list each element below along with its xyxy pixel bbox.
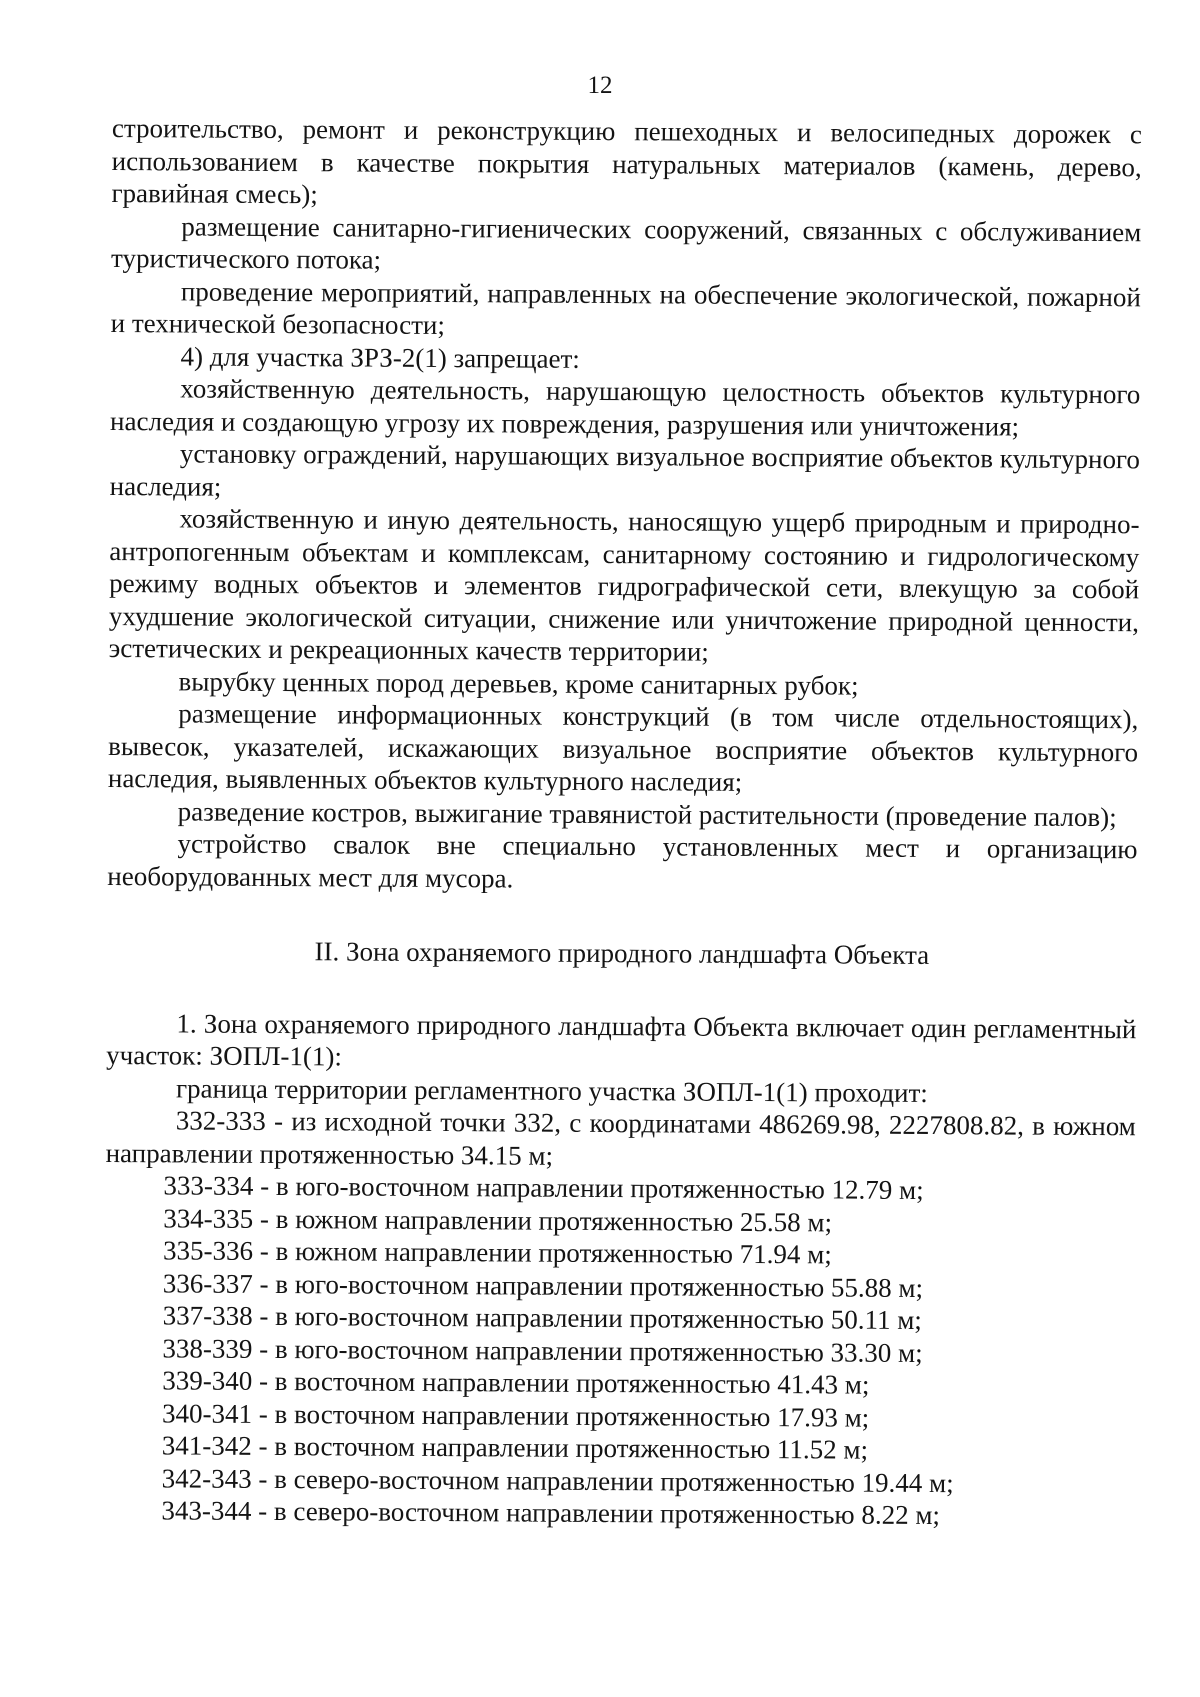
boundary-segment: 336-337 - в юго-восточном направлении протяженностью 55.88 м; [162,1267,924,1303]
paragraph: разведение костров, выжигание травянистой растительности (проведение палов); [177,795,1117,832]
section-heading: II. Зона охраняемого природного ландшафта Объекта [314,936,930,971]
page-number: 12 [587,72,613,99]
paragraph: 4) для участка ЗРЗ-2(1) запрещает: [180,340,580,374]
paragraph: 332-333 - из исходной точки 332, с координатами 486269.98, 2227808.82, в южном направлении протяженностью 34.15 м; [105,1105,1136,1171]
boundary-segment: 335-336 - в южном направлении протяженностью 71.94 м; [162,1235,832,1270]
document-body [103,112,1142,1533]
boundary-segment: 333-334 - в юго-восточном направлении протяженностью 12.79 м; [163,1170,924,1205]
boundary-segment: 341-342 - в восточном направлении протяженностью 11.52 м; [161,1430,869,1465]
paragraph: устройство свалок вне специально установленных мест и организацию необорудованных мест для мусора. [107,828,1138,893]
paragraph: установку ограждений, нарушающих визуальное восприятие объектов культурного наследия; [109,438,1140,502]
paragraph: строительство, ремонт и реконструкцию пешеходных и велосипедных дорожек с использованием в качестве покрытия натуральных материалов (камень, дерево, гравийная смесь); [111,112,1142,210]
boundary-segment: 342-343 - в северо-восточном направлении протяженностью 19.44 м; [161,1462,954,1498]
boundary-segment: 334-335 - в южном направлении протяженностью 25.58 м; [163,1202,833,1237]
paragraph: вырубку ценных пород деревьев, кроме санитарных рубок; [178,665,859,701]
paragraph: размещение санитарно-гигиенических сооружений, связанных с обслуживанием туристического потока; [111,210,1142,275]
boundary-segment: 340-341 - в восточном направлении протяженностью 17.93 м; [161,1397,870,1433]
boundary-segment: 343-344 - в северо-восточном направлении протяженностью 8.22 м; [161,1495,941,1531]
paragraph: хозяйственную и иную деятельность, наносящую ущерб природным и природно-антропогенным объектам и комплексам, санитарному состоянию и гидрологическому режиму водных объектов и элементов гидрографической сети, влекущую за собой ухудшение экологической ситуации, снижение или уничтожение природной ценности, эстетических и рекреационных качеств территории; [108,503,1140,667]
boundary-segment-list [103,1169,1135,1533]
paragraph: проведение мероприятий, направленных на обеспечение экологической, пожарной и технической безопасности; [110,275,1141,341]
paragraph: размещение информационных конструкций (в том числе отдельностоящих), вывесок, указателей, искажающих визуальное восприятие объектов культурного наследия, выявленных объектов культурного наследия; [107,698,1139,797]
boundary-segment: 337-338 - в юго-восточном направлении протяженностью 50.11 м; [162,1300,922,1335]
paragraph: хозяйственную деятельность, нарушающую целостность объектов культурного наследия и создающую угрозу их повреждения, разрушения или уничтожения; [110,373,1141,442]
paragraph: 1. Зона охраняемого природного ландшафта Объекта включает один регламентный участок: ЗОПЛ-1(1): [106,1007,1137,1072]
boundary-segment: 338-339 - в юго-восточном направлении протяженностью 33.30 м; [162,1332,923,1368]
boundary-segment: 339-340 - в восточном направлении протяженностью 41.43 м; [162,1365,870,1400]
paragraph: граница территории регламентного участка ЗОПЛ-1(1) проходит: [175,1072,928,1108]
